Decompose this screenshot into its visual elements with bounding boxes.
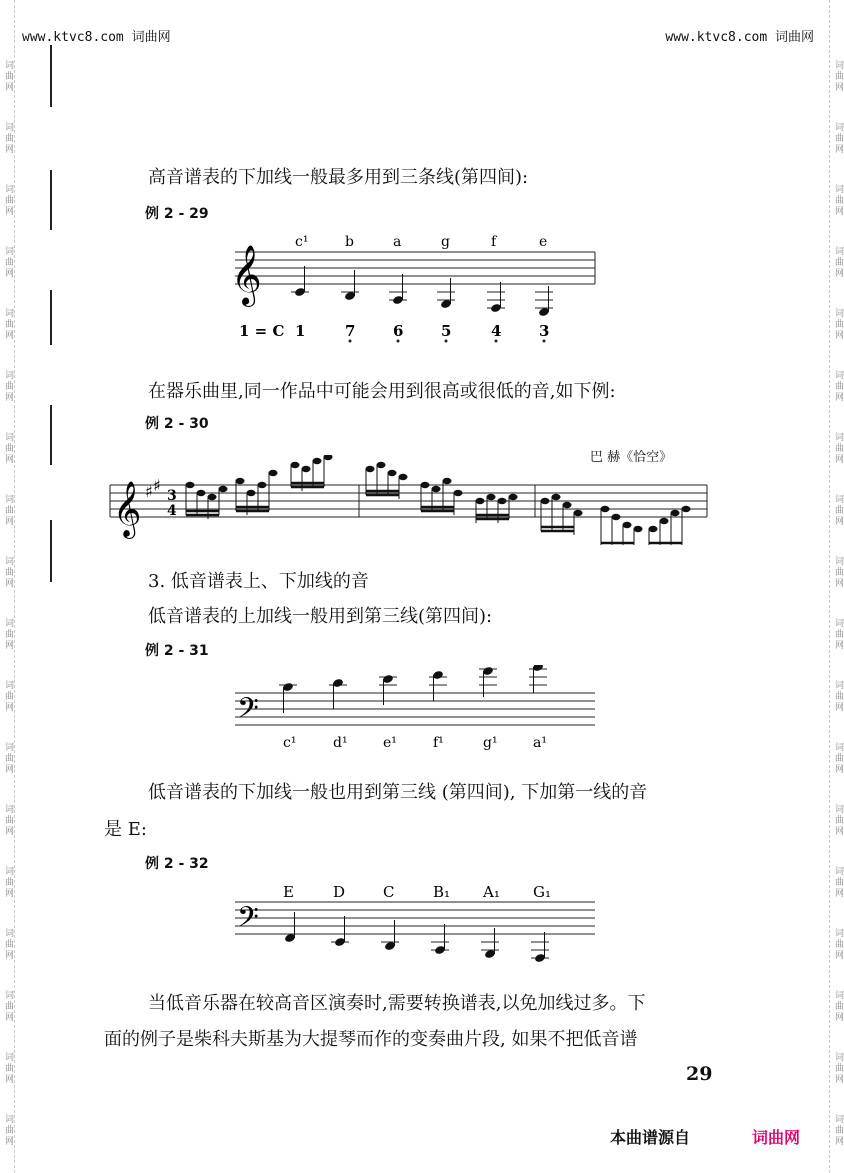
- note-head: [601, 506, 610, 512]
- note-head: [660, 518, 669, 524]
- side-watermark-text: 词曲网: [3, 866, 13, 899]
- note-head: [236, 478, 245, 484]
- note-head: [541, 498, 550, 504]
- example-32-staff: [225, 880, 605, 965]
- note-head: [388, 470, 397, 476]
- treble-clef-icon: 𝄞: [113, 481, 142, 537]
- side-watermark-text: 词曲网: [3, 60, 13, 93]
- section-heading: 3. 低音谱表上、下加线的音: [148, 571, 369, 592]
- note-head: [623, 522, 632, 528]
- numbered-note: 3: [539, 322, 550, 340]
- note-head: [649, 526, 658, 532]
- numbered-note: 7: [345, 322, 356, 340]
- note-head: [487, 494, 496, 500]
- note-head: [498, 498, 507, 504]
- note-head: [291, 462, 300, 468]
- example-label: 例 2 - 29: [145, 206, 209, 222]
- note-name: G₁: [533, 883, 551, 901]
- example-29-staff: [225, 228, 605, 348]
- paragraph: 是 E:: [104, 819, 147, 840]
- bass-clef-icon: 𝄢: [237, 692, 259, 732]
- side-watermark-text: 词曲网: [833, 60, 843, 93]
- attribution: 巴 赫《恰空》: [590, 450, 673, 465]
- note-head: [671, 510, 680, 516]
- side-watermark-text: 词曲网: [833, 308, 843, 341]
- side-watermark-text: 词曲网: [3, 742, 13, 775]
- sharp-icon: ♯: [153, 476, 161, 495]
- note-head: [432, 486, 441, 492]
- side-watermark-text: 词曲网: [833, 184, 843, 217]
- side-watermark-text: 词曲网: [3, 308, 13, 341]
- page-number: 29: [686, 1063, 713, 1085]
- margin-bar: [50, 405, 52, 465]
- example-label: 例 2 - 31: [145, 643, 209, 659]
- note-head: [476, 498, 485, 504]
- paragraph: 低音谱表的下加线一般也用到第三线 (第四间), 下加第一线的音: [148, 782, 648, 803]
- side-watermark-text: 词曲网: [3, 246, 13, 279]
- side-watermark-text: 词曲网: [833, 370, 843, 403]
- key-label: 1 = C: [239, 322, 285, 340]
- time-sig-top: 3: [167, 488, 177, 504]
- margin-bar: [50, 170, 52, 230]
- side-watermark-text: 词曲网: [833, 618, 843, 651]
- note-name: E: [283, 883, 294, 901]
- margin-bar: [50, 45, 52, 107]
- note-name: C: [383, 883, 395, 901]
- side-watermark-text: 词曲网: [833, 742, 843, 775]
- paragraph: 面的例子是柴科夫斯基为大提琴而作的变奏曲片段, 如果不把低音谱: [104, 1029, 638, 1050]
- side-watermark-text: 词曲网: [3, 680, 13, 713]
- side-watermark-text: 词曲网: [3, 990, 13, 1023]
- note-head: [443, 478, 452, 484]
- note-name: c¹: [295, 234, 309, 250]
- numbered-note: 4: [491, 322, 502, 340]
- note-head: [324, 455, 333, 460]
- note-head: [197, 490, 206, 496]
- side-watermark-text: 词曲网: [3, 122, 13, 155]
- side-watermark-text: 词曲网: [833, 556, 843, 589]
- note-head: [399, 474, 408, 480]
- note-name: e: [539, 234, 548, 250]
- margin-bar: [50, 520, 52, 582]
- side-watermark-text: 词曲网: [3, 928, 13, 961]
- note-head: [454, 490, 463, 496]
- note-head: [302, 466, 311, 472]
- side-watermark-text: 词曲网: [3, 494, 13, 527]
- note-head: [208, 494, 217, 500]
- note-head: [509, 494, 518, 500]
- note-head: [269, 470, 278, 476]
- time-sig-bottom: 4: [167, 503, 177, 519]
- note-name: a¹: [533, 735, 547, 751]
- side-watermark-text: 词曲网: [833, 990, 843, 1023]
- note-name: f: [491, 234, 497, 250]
- side-watermark-text: 词曲网: [833, 928, 843, 961]
- left-watermark-strip: [0, 0, 15, 1173]
- header-url-left: www.ktvc8.com 词曲网: [22, 30, 171, 45]
- footer-site-label[interactable]: 词曲网: [752, 1128, 801, 1147]
- side-watermark-text: 词曲网: [3, 432, 13, 465]
- side-watermark-text: 词曲网: [833, 866, 843, 899]
- note-name: e¹: [383, 735, 397, 751]
- numbered-note: 1: [295, 322, 306, 340]
- bass-clef-icon: 𝄢: [237, 901, 259, 941]
- paragraph: 低音谱表的上加线一般用到第三线(第四间):: [148, 606, 493, 627]
- side-watermark-text: 词曲网: [833, 122, 843, 155]
- side-watermark-text: 词曲网: [3, 804, 13, 837]
- note-name: b: [345, 234, 354, 250]
- header-url-right: www.ktvc8.com 词曲网: [665, 30, 814, 45]
- note-head: [258, 482, 267, 488]
- example-31-staff: [225, 665, 605, 755]
- numbered-note: 5: [441, 322, 452, 340]
- treble-clef-icon: 𝄞: [231, 245, 262, 305]
- sharp-icon: ♯: [145, 482, 153, 501]
- numbered-note: 6: [393, 322, 404, 340]
- side-watermark-text: 词曲网: [833, 804, 843, 837]
- note-head: [219, 486, 228, 492]
- paragraph: 当低音乐器在较高音区演奏时,需要转换谱表,以免加线过多。下: [148, 993, 646, 1014]
- note-name: f¹: [433, 735, 444, 751]
- note-name: B₁: [433, 883, 451, 901]
- note-name: a: [393, 234, 402, 250]
- note-name: g: [441, 234, 450, 250]
- note-head: [247, 490, 256, 496]
- margin-bar: [50, 290, 52, 345]
- note-head: [612, 514, 621, 520]
- side-watermark-text: 词曲网: [3, 1114, 13, 1147]
- note-head: [574, 510, 583, 516]
- side-watermark-text: 词曲网: [3, 556, 13, 589]
- side-watermark-text: 词曲网: [833, 494, 843, 527]
- side-watermark-text: 词曲网: [3, 370, 13, 403]
- note-head: [682, 506, 691, 512]
- example-30-staff: [105, 455, 715, 545]
- paragraph: 高音谱表的下加线一般最多用到三条线(第四间):: [148, 167, 529, 188]
- side-watermark-text: 词曲网: [833, 680, 843, 713]
- right-watermark-strip: [829, 0, 844, 1173]
- note-name: A₁: [483, 883, 500, 901]
- note-name: d¹: [333, 735, 348, 751]
- note-head: [634, 526, 643, 532]
- note-name: D: [333, 883, 346, 901]
- note-head: [552, 494, 561, 500]
- note-head: [366, 466, 375, 472]
- note-head: [313, 458, 322, 464]
- paragraph: 在器乐曲里,同一作品中可能会用到很高或很低的音,如下例:: [148, 381, 616, 402]
- note-head: [421, 482, 430, 488]
- side-watermark-text: 词曲网: [3, 618, 13, 651]
- note-head: [377, 462, 386, 468]
- side-watermark-text: 词曲网: [833, 432, 843, 465]
- example-label: 例 2 - 30: [145, 416, 209, 432]
- side-watermark-text: 词曲网: [833, 1052, 843, 1085]
- note-head: [563, 502, 572, 508]
- note-name: c¹: [283, 735, 297, 751]
- side-watermark-text: 词曲网: [3, 184, 13, 217]
- note-head: [186, 482, 195, 488]
- note-name: g¹: [483, 735, 498, 751]
- side-watermark-text: 词曲网: [833, 1114, 843, 1147]
- side-watermark-text: 词曲网: [3, 1052, 13, 1085]
- example-label: 例 2 - 32: [145, 856, 209, 872]
- footer-source-label: 本曲谱源自: [610, 1128, 691, 1147]
- side-watermark-text: 词曲网: [833, 246, 843, 279]
